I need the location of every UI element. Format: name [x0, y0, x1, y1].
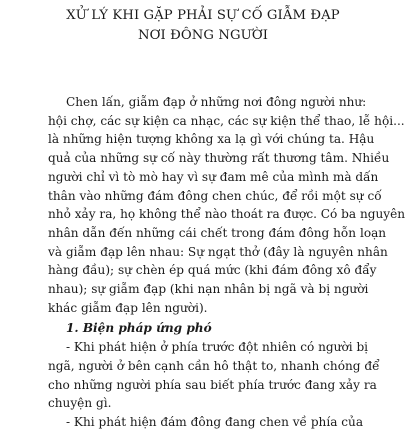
text-line: ngã, người ở bên cạnh cần hô thật to, nhanh chóng để	[48, 358, 380, 373]
text-line: thân vào những đám đông chen chúc, để rồi một sự cố	[48, 188, 382, 203]
text-line: người chỉ vì tò mò hay vì sự đam mê của mình mà dấn	[48, 169, 379, 184]
text-line: quả của những sự cố này thường rất thương tâm. Nhiều	[48, 151, 390, 166]
paragraph-intro	[48, 93, 405, 317]
section-heading: 1. Biện pháp ứng phó	[66, 321, 212, 336]
text-line: - Khi phát hiện đám đông đang chen về phía của	[66, 414, 364, 429]
text-line: nhau); sự giẫm đạp (khi nạn nhân bị ngã và bị người	[48, 282, 369, 297]
document-title	[48, 6, 358, 46]
text-line: nhỏ xảy ra, họ không thể nào thoát ra được. Có ba nguyên	[48, 207, 405, 222]
text-line: hội chợ, các sự kiện ca nhạc, các sự kiện thể thao, lễ hội...	[48, 113, 405, 128]
title-line-2: NƠI ĐÔNG NGƯỜI	[137, 28, 269, 43]
text-line: và giẫm đạp lên nhau: Sự ngạt thở (đây là nguyên nhân	[48, 244, 388, 259]
text-line: cho những người phía sau biết phía trước đang xảy ra	[48, 377, 377, 392]
text-line: Chen lấn, giẫm đạp ở những nơi đông người như:	[66, 95, 367, 109]
document-page	[48, 6, 405, 432]
text-line: nhân dẫn đến những cái chết trong đám đông hỗn loạn	[48, 225, 387, 240]
text-line: khác giẫm đạp lên người).	[48, 300, 208, 315]
title-line-1: XỬ LÝ KHI GẶP PHẢI SỰ CỐ GIẪM ĐẠP	[66, 8, 340, 23]
text-line: chuyện gì.	[48, 396, 112, 411]
text-line: - Khi phát hiện ở phía trước đột nhiên có người bị	[66, 340, 369, 355]
text-line: hàng đầu); sự chèn ép quá mức (khi đám đông xô đẩy	[48, 263, 377, 278]
text-line: là những hiện tượng không xa lạ gì với chúng ta. Hậu	[48, 132, 375, 147]
document-body	[48, 93, 405, 432]
paragraph-measure-2	[48, 413, 364, 432]
paragraph-measure-1	[48, 338, 380, 413]
